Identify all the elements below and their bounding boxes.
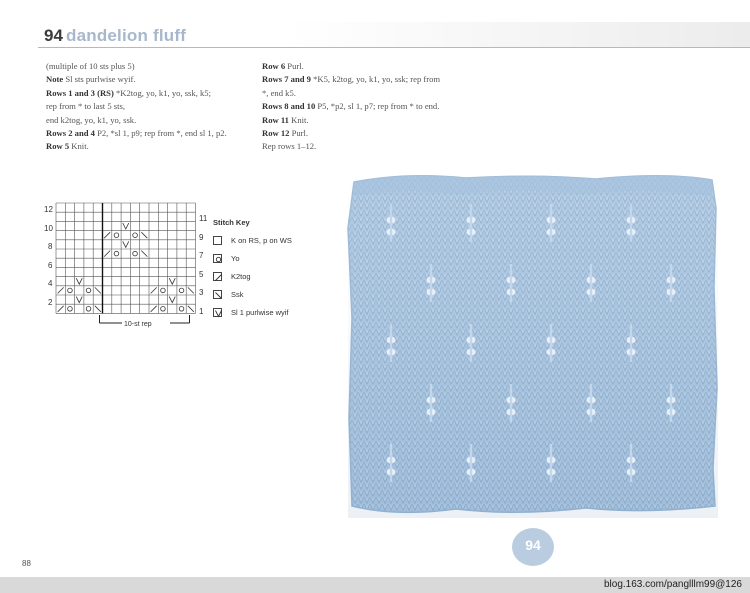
swatch-svg	[346, 168, 718, 520]
pattern-title: dandelion fluff	[66, 26, 187, 45]
row-number: 6	[48, 261, 53, 270]
row-number: 3	[199, 288, 204, 297]
instruction-line: Rep rows 1–12.	[262, 141, 317, 152]
key-label: K2tog	[231, 272, 251, 281]
chart-stitch-symbol	[58, 306, 64, 312]
yarn-over-icon	[213, 254, 222, 263]
key-label: Yo	[231, 254, 240, 263]
chart-stitch-symbol	[76, 278, 82, 284]
chart-stitch-symbol	[58, 287, 64, 293]
instruction-line: end k2tog, yo, k1, yo, ssk.	[46, 114, 137, 125]
chart-stitch-symbol	[169, 297, 175, 303]
key-label: K on RS, p on WS	[231, 236, 292, 245]
chart-stitch-symbol	[151, 306, 157, 312]
knitted-swatch-image	[346, 168, 718, 520]
row-number: 8	[48, 242, 53, 251]
stitch-key-title: Stitch Key	[213, 218, 250, 227]
chart-stitch-symbol	[123, 223, 129, 229]
instruction-line: Row 6 Purl.	[262, 61, 304, 71]
instruction-line: *, end k5.	[262, 87, 296, 98]
row-number: 9	[199, 233, 204, 242]
row-number: 7	[199, 251, 204, 260]
ssk-icon	[213, 290, 222, 299]
chart-stitch-symbol	[104, 232, 110, 238]
stitch-chart	[42, 203, 222, 333]
chart-grid-svg	[42, 203, 222, 333]
header-rule	[38, 47, 750, 48]
folio-page-number: 88	[22, 559, 31, 568]
instruction-line: Rows 2 and 4 P2, *sl 1, p9; rep from *, end sl 1, p2.	[46, 128, 227, 139]
chart-stitch-symbol	[86, 288, 91, 293]
chart-stitch-symbol	[188, 306, 194, 312]
chart-stitch-symbol	[161, 307, 166, 312]
chart-stitch-symbol	[76, 297, 82, 303]
chart-stitch-symbol	[68, 288, 73, 293]
slip-stitch-icon	[213, 308, 222, 317]
page-number-badge	[512, 528, 554, 566]
chart-stitch-symbol	[151, 287, 157, 293]
instruction-line: (multiple of 10 sts plus 5)	[46, 61, 135, 71]
instructions-right	[262, 60, 452, 154]
row-number: 4	[48, 279, 53, 288]
badge-number: 94	[525, 537, 541, 553]
chart-stitch-symbol	[114, 251, 119, 256]
chart-stitch-symbol	[95, 306, 101, 312]
instruction-line: Rows 1 and 3 (RS) *K2tog, yo, k1, yo, ssk, k5;	[46, 87, 211, 98]
instruction-line: Note Sl sts purlwise wyif.	[46, 74, 136, 85]
chart-stitch-symbol	[179, 307, 184, 312]
key-item-knit	[213, 236, 333, 248]
chart-stitch-symbol	[141, 251, 147, 257]
chart-stitch-symbol	[95, 287, 101, 293]
knit-symbol-icon	[213, 236, 222, 245]
chart-stitch-symbol	[114, 233, 119, 238]
chart-stitch-symbol	[141, 232, 147, 238]
chart-stitch-symbol	[68, 307, 73, 312]
chart-stitch-symbol	[133, 251, 138, 256]
chart-stitch-symbol	[169, 278, 175, 284]
pattern-number: 94	[44, 26, 63, 45]
chart-grid	[56, 203, 196, 313]
chart-stitch-symbol	[179, 288, 184, 293]
instruction-line: Row 5 Knit.	[46, 141, 89, 152]
key-item-slip	[213, 308, 333, 320]
row-number: 5	[199, 270, 204, 279]
page-header	[0, 22, 750, 48]
key-item-ssk	[213, 290, 333, 302]
chart-stitch-symbol	[104, 251, 110, 257]
row-number: 2	[48, 298, 53, 307]
key-item-yo	[213, 254, 333, 266]
swatch-shading	[348, 172, 718, 518]
instruction-line: Rows 8 and 10 P5, *p2, sl 1, p7; rep from * to end.	[262, 101, 440, 112]
key-label: Sl 1 purlwise wyif	[231, 308, 289, 317]
instruction-line: Rows 7 and 9 *K5, k2tog, yo, k1, yo, ssk; rep from	[262, 74, 441, 85]
watermark-text: blog.163.com/panglllm99@126	[603, 579, 742, 590]
chart-stitch-symbol	[133, 233, 138, 238]
instructions-left	[46, 60, 251, 154]
row-number: 10	[44, 224, 53, 233]
chart-stitch-symbol	[86, 307, 91, 312]
row-number: 11	[199, 214, 208, 223]
chart-stitch-symbol	[123, 241, 129, 247]
row-number: 1	[199, 307, 204, 316]
chart-stitch-symbol	[161, 288, 166, 293]
instruction-line: rep from * to last 5 sts,	[46, 101, 126, 112]
key-item-k2tog	[213, 272, 333, 284]
instruction-line: Row 12 Purl.	[262, 128, 309, 139]
k2tog-icon	[213, 272, 222, 281]
chart-stitch-symbol	[188, 287, 194, 293]
repeat-label: 10-st rep	[124, 321, 152, 328]
instruction-line: Row 11 Knit.	[262, 114, 309, 125]
row-number: 12	[44, 205, 53, 214]
key-label: Ssk	[231, 290, 244, 299]
